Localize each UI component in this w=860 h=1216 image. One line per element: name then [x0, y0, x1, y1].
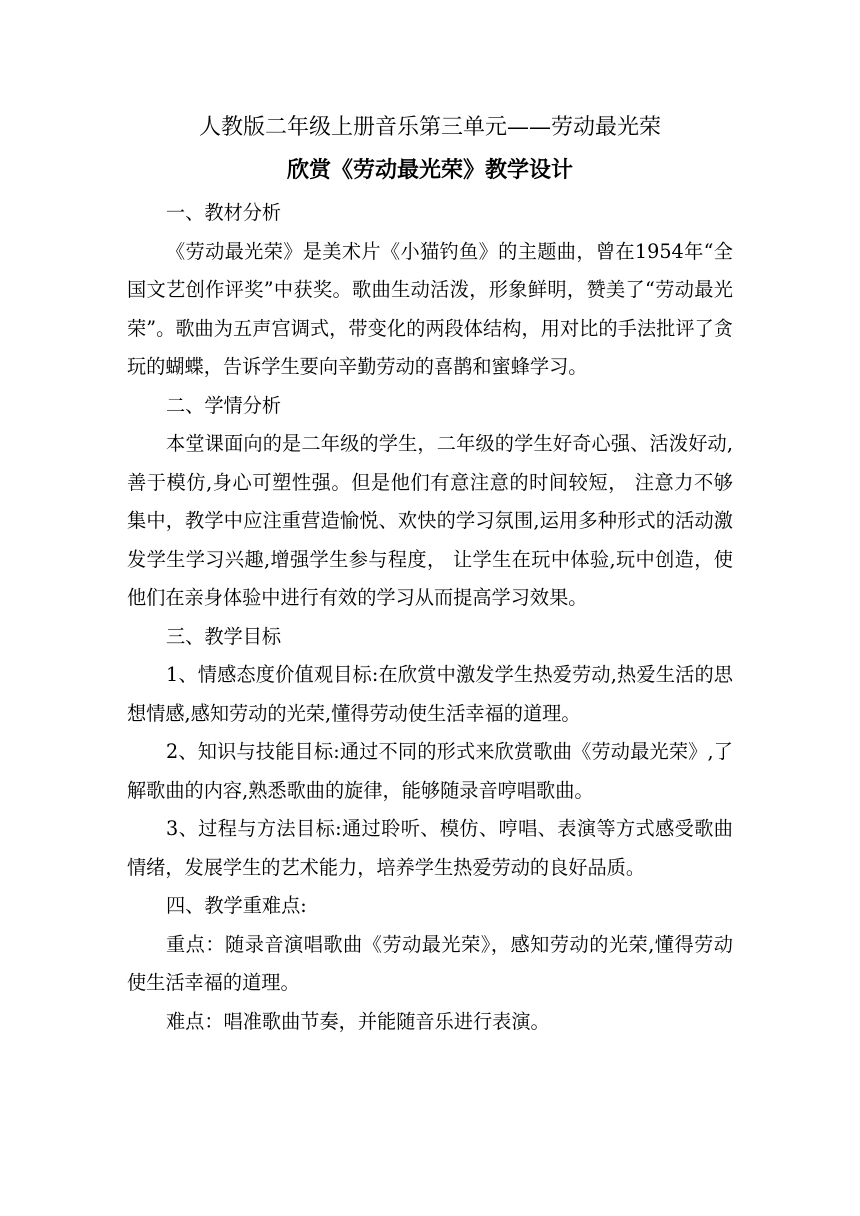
- document-subtitle: 欣赏《劳动最光荣》教学设计: [286, 157, 573, 183]
- paragraph-goal-process: 3、过程与方法目标:通过聆听、模仿、哼唱、表演等方式感受歌曲情绪，发展学生的艺术能力，培养学生热爱劳动的良好品质。: [127, 817, 733, 879]
- section-heading-student-analysis: 二、学情分析: [166, 393, 282, 417]
- section-heading-teaching-goals: 三、教学目标: [166, 624, 282, 648]
- document-title: 人教版二年级上册音乐第三单元——劳动最光荣: [198, 115, 661, 140]
- paragraph-student-analysis: 本堂课面向的是二年级的学生，二年级的学生好奇心强、活泼好动,善于模仿,身心可塑性强。但是他们有意注意的时间较短， 注意力不够集中，教学中应注重营造愉悦、欢快的学习氛围,运用多种形式的活动激发学生学习兴趣,增强学生参与程度， 让学生在玩中体验,玩中创造，使他们在亲身体验中进行有效的学习从而提高学习效果。: [127, 432, 733, 609]
- section-heading-textbook-analysis: 一、教材分析: [166, 201, 282, 224]
- paragraph-textbook-analysis: 《劳动最光荣》是美术片《小猫钓鱼》的主题曲，曾在1954年“全国文艺创作评奖”中获奖。歌曲生动活泼，形象鲜明，赞美了“劳动最光荣”。歌曲为五声宫调式，带变化的两段体结构，用对比的手法批评了贪玩的蝴蝶，告诉学生要向辛勤劳动的喜鹊和蜜蜂学习。: [127, 239, 733, 378]
- section-heading-key-points: 四、教学重难点:: [166, 894, 307, 917]
- paragraph-goal-emotion: 1、情感态度价值观目标:在欣赏中激发学生热爱劳动,热爱生活的思想情感,感知劳动的光荣,懂得劳动使生活幸福的道理。: [127, 663, 733, 725]
- paragraph-difficult-point: 难点：唱准歌曲节奏，并能随音乐进行表演。: [166, 1009, 550, 1033]
- document-body: [127, 194, 733, 1041]
- paragraph-key-point: 重点：随录音演唱歌曲《劳动最光荣》，感知劳动的光荣,懂得劳动使生活幸福的道理。: [127, 932, 733, 994]
- paragraph-goal-knowledge: 2、知识与技能目标:通过不同的形式来欣赏歌曲《劳动最光荣》,了解歌曲的内容,熟悉歌曲的旋律，能够随录音哼唱歌曲。: [127, 740, 733, 802]
